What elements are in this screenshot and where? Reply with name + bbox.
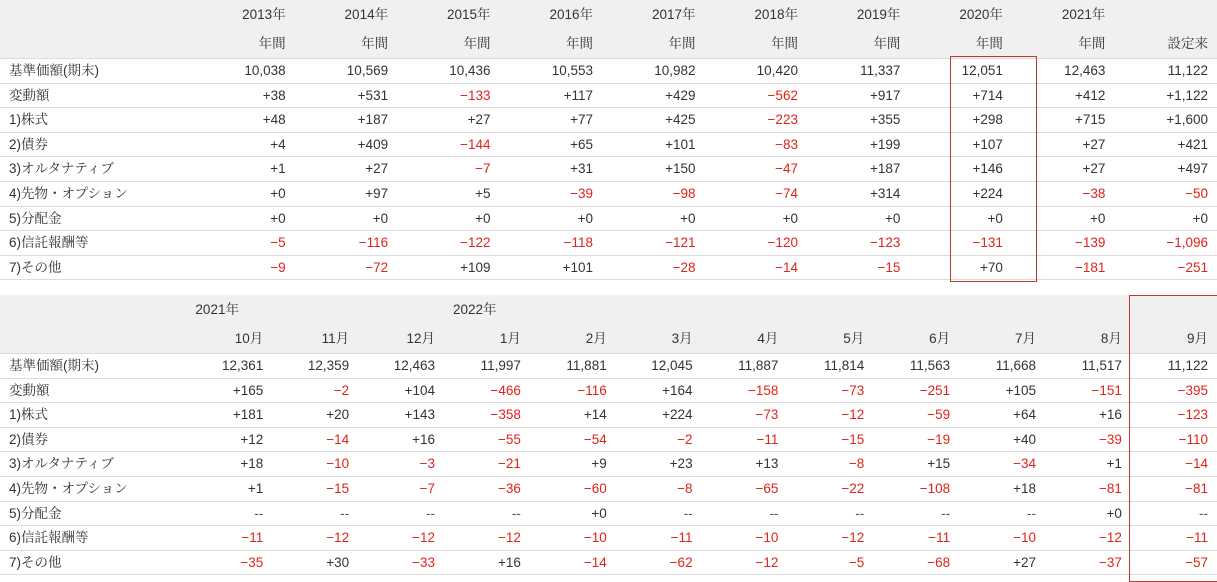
row-label: 2)債券 [0, 427, 186, 452]
cell-r6-c8: -- [941, 505, 951, 521]
cell-r0-c1: 10,569 [346, 63, 389, 78]
table-row [0, 378, 1217, 403]
cell-r7-c7: −131 [972, 235, 1003, 251]
annual-table-head [0, 0, 1217, 59]
row-label: 1)株式 [0, 403, 186, 428]
table-row [0, 476, 1217, 501]
annual-col-year-2: 2015年 [397, 0, 499, 29]
cell-r3-c6: +199 [870, 136, 901, 152]
cell-r3-c5: −2 [677, 431, 693, 447]
cell-r8-c3: +16 [497, 554, 521, 570]
annual-col-period-9: 設定来 [1114, 29, 1217, 59]
cell-r7-c2: −12 [412, 530, 435, 546]
cell-r3-c1: −14 [326, 431, 350, 447]
annual-header-row-year [0, 0, 1217, 29]
cell-r0-c6: 11,337 [860, 63, 901, 78]
cell-r2-c3: −358 [490, 407, 521, 423]
cell-r3-c3: +65 [570, 136, 594, 152]
cell-r4-c2: −3 [419, 456, 435, 472]
cell-r0-c5: 10,420 [756, 63, 798, 78]
monthly-table-body [0, 354, 1217, 575]
cell-r6-c4: +0 [680, 210, 696, 226]
cell-r8-c11: −57 [1185, 554, 1208, 570]
cell-r7-c5: −11 [670, 530, 693, 546]
cell-r6-c2: -- [426, 505, 435, 521]
cell-r4-c5: −47 [775, 161, 798, 177]
cell-r1-c5: +164 [662, 382, 693, 398]
cell-r7-c11: −11 [1186, 530, 1208, 546]
row-label: 基準価額(期末) [0, 59, 192, 84]
cell-r1-c9: +105 [1005, 382, 1037, 398]
cell-r2-c0: +48 [262, 112, 286, 128]
cell-r0-c0: 10,038 [244, 63, 286, 78]
cell-r4-c4: +150 [665, 161, 696, 177]
cell-r6-c7: +0 [987, 210, 1003, 226]
cell-r0-c2: 12,463 [393, 358, 435, 373]
monthly-col-7: 5月 [787, 324, 873, 354]
cell-r1-c5: −562 [767, 87, 798, 103]
cell-r2-c5: +224 [662, 407, 693, 423]
cell-r0-c6: 11,887 [738, 358, 779, 373]
cell-r1-c3: +117 [563, 87, 594, 103]
annual-col-year-9 [1114, 0, 1217, 29]
cell-r4-c7: −8 [848, 456, 865, 472]
cell-r1-c7: +714 [972, 87, 1003, 103]
annual-col-period-0: 年間 [192, 29, 294, 59]
cell-r1-c2: +104 [404, 382, 435, 398]
cell-r5-c8: −38 [1082, 185, 1106, 201]
cell-r5-c1: −15 [326, 480, 350, 496]
cell-r5-c4: −98 [672, 185, 696, 201]
cell-r8-c0: −9 [270, 259, 286, 275]
row-label: 3)オルタナティブ [0, 157, 192, 182]
cell-r8-c2: +109 [460, 259, 491, 275]
cell-r8-c10: −37 [1098, 554, 1122, 570]
annual-col-period-5: 年間 [705, 29, 807, 59]
cell-r5-c9: −50 [1185, 185, 1208, 201]
row-label: 6)信託報酬等 [0, 526, 186, 551]
cell-r6-c2: +0 [475, 210, 491, 226]
cell-r1-c3: −466 [490, 382, 521, 398]
table-row [0, 132, 1217, 157]
annual-col-period-7: 年間 [909, 29, 1011, 59]
cell-r7-c2: −122 [460, 235, 491, 251]
cell-r6-c6: +0 [885, 210, 901, 226]
cell-r5-c0: +0 [270, 185, 286, 201]
cell-r5-c10: −81 [1098, 480, 1122, 496]
monthly-corner-cell [0, 295, 186, 354]
cell-r6-c11: -- [1199, 505, 1208, 521]
cell-r2-c1: +187 [357, 112, 389, 128]
row-label: 5)分配金 [0, 206, 192, 231]
cell-r3-c1: +409 [357, 136, 389, 152]
monthly-col-1: 11月 [272, 324, 358, 354]
annual-performance-table [0, 0, 1217, 280]
cell-r7-c0: −11 [241, 530, 264, 546]
cell-r7-c7: −12 [841, 530, 865, 546]
cell-r1-c6: +917 [870, 87, 901, 103]
table-row [0, 157, 1217, 182]
cell-r2-c9: +64 [1013, 407, 1037, 423]
cell-r2-c7: −12 [841, 407, 865, 423]
monthly-col-8: 6月 [873, 324, 959, 354]
cell-r6-c1: +0 [372, 210, 389, 226]
cell-r4-c9: −34 [1013, 456, 1037, 472]
cell-r7-c6: −10 [755, 530, 779, 546]
cell-r0-c7: 11,814 [824, 358, 865, 373]
cell-r1-c6: −158 [748, 382, 779, 398]
cell-r6-c4: +0 [591, 505, 607, 521]
cell-r6-c5: +0 [782, 210, 798, 226]
cell-r4-c0: +18 [240, 456, 264, 472]
row-label: 7)その他 [0, 255, 192, 280]
cell-r0-c8: 12,463 [1064, 63, 1106, 78]
cell-r4-c7: +146 [972, 161, 1003, 177]
cell-r4-c5: +23 [669, 456, 693, 472]
cell-r5-c7: +224 [972, 185, 1003, 201]
cell-r4-c8: +15 [927, 456, 951, 472]
cell-r6-c0: -- [254, 505, 264, 521]
cell-r6-c10: +0 [1106, 505, 1122, 521]
cell-r5-c9: +18 [1013, 480, 1037, 496]
cell-r8-c5: −62 [669, 554, 693, 570]
cell-r2-c7: +298 [972, 112, 1003, 128]
monthly-col-6: 4月 [702, 324, 788, 354]
cell-r3-c4: +101 [665, 136, 696, 152]
cell-r4-c3: −21 [497, 456, 521, 472]
row-label: 基準価額(期末) [0, 354, 186, 379]
annual-col-period-6: 年間 [807, 29, 909, 59]
cell-r1-c8: −251 [919, 382, 951, 398]
cell-r2-c6: +355 [870, 112, 901, 128]
table-row [0, 403, 1217, 428]
cell-r1-c4: −116 [577, 382, 607, 398]
cell-r8-c0: −35 [240, 554, 264, 570]
cell-r8-c3: +101 [562, 259, 594, 275]
cell-r8-c4: −14 [583, 554, 607, 570]
row-label: 1)株式 [0, 108, 192, 133]
cell-r8-c5: −14 [775, 259, 798, 275]
annual-col-year-7: 2020年 [909, 0, 1011, 29]
table-row [0, 427, 1217, 452]
cell-r2-c5: −223 [767, 112, 798, 128]
monthly-year-group-0: 2021年 [186, 295, 444, 324]
cell-r2-c10: +16 [1098, 407, 1122, 423]
cell-r3-c5: −83 [775, 136, 798, 152]
cell-r4-c0: +1 [270, 161, 286, 177]
table-row [0, 181, 1217, 206]
cell-r3-c2: −144 [460, 136, 491, 152]
cell-r2-c9: +1,600 [1166, 112, 1208, 128]
cell-r4-c10: +1 [1106, 456, 1122, 472]
monthly-col-2: 12月 [358, 324, 444, 354]
cell-r1-c11: −395 [1177, 382, 1208, 398]
monthly-col-0: 10月 [186, 324, 272, 354]
cell-r5-c6: +314 [870, 185, 901, 201]
annual-col-year-3: 2016年 [500, 0, 602, 29]
annual-col-year-0: 2013年 [192, 0, 294, 29]
cell-r8-c1: −72 [365, 259, 389, 275]
cell-r0-c1: 12,359 [307, 358, 350, 373]
cell-r2-c3: +77 [570, 112, 594, 128]
cell-r0-c4: 10,982 [654, 63, 696, 78]
cell-r6-c6: -- [769, 505, 779, 521]
cell-r1-c9: +1,122 [1166, 87, 1208, 103]
cell-r3-c10: −39 [1098, 431, 1122, 447]
cell-r7-c4: −10 [583, 530, 607, 546]
cell-r3-c0: +12 [240, 431, 264, 447]
annual-col-period-1: 年間 [295, 29, 397, 59]
table-row [0, 108, 1217, 133]
cell-r1-c0: +38 [262, 87, 286, 103]
cell-r5-c11: −81 [1185, 480, 1208, 496]
cell-r7-c5: −120 [767, 235, 798, 251]
cell-r4-c1: −10 [326, 456, 350, 472]
cell-r8-c2: −33 [412, 554, 435, 570]
annual-col-year-1: 2014年 [295, 0, 397, 29]
cell-r2-c4: +425 [665, 112, 696, 128]
row-label: 7)その他 [0, 550, 186, 575]
cell-r1-c8: +412 [1074, 87, 1106, 103]
table-row [0, 501, 1217, 526]
table-row [0, 59, 1217, 84]
annual-col-period-8: 年間 [1012, 29, 1114, 59]
cell-r6-c3: -- [511, 505, 521, 521]
cell-r7-c9: −10 [1013, 530, 1037, 546]
cell-r2-c2: +27 [467, 112, 491, 128]
cell-r1-c10: −151 [1091, 382, 1122, 398]
cell-r7-c1: −116 [358, 235, 389, 251]
cell-r2-c4: +14 [583, 407, 607, 423]
annual-col-period-3: 年間 [500, 29, 602, 59]
cell-r0-c0: 12,361 [221, 358, 264, 373]
cell-r5-c1: +97 [365, 185, 389, 201]
row-label: 変動額 [0, 378, 186, 403]
cell-r5-c3: −36 [497, 480, 521, 496]
cell-r3-c11: −110 [1178, 431, 1208, 447]
cell-r4-c11: −14 [1185, 456, 1208, 472]
cell-r7-c10: −12 [1098, 530, 1122, 546]
monthly-col-4: 2月 [530, 324, 616, 354]
row-label: 4)先物・オプション [0, 181, 192, 206]
annual-col-year-6: 2019年 [807, 0, 909, 29]
table-row [0, 550, 1217, 575]
monthly-header-row-year [0, 295, 1217, 324]
cell-r6-c1: -- [340, 505, 350, 521]
cell-r8-c9: −251 [1177, 259, 1208, 275]
cell-r8-c1: +30 [326, 554, 350, 570]
cell-r5-c4: −60 [583, 480, 607, 496]
cell-r1-c2: −133 [460, 87, 491, 103]
cell-r3-c4: −54 [583, 431, 607, 447]
cell-r2-c11: −123 [1177, 407, 1208, 423]
cell-r3-c9: +40 [1013, 431, 1037, 447]
cell-r5-c8: −108 [919, 480, 951, 496]
cell-r7-c9: −1,096 [1166, 235, 1208, 251]
cell-r0-c4: 11,881 [566, 358, 607, 373]
cell-r2-c8: +715 [1074, 112, 1106, 128]
cell-r4-c1: +27 [365, 161, 389, 177]
cell-r7-c8: −139 [1074, 235, 1106, 251]
cell-r3-c7: +107 [972, 136, 1003, 152]
row-label: 3)オルタナティブ [0, 452, 186, 477]
cell-r0-c3: 10,553 [551, 63, 594, 78]
cell-r5-c3: −39 [570, 185, 594, 201]
cell-r2-c1: +20 [326, 407, 350, 423]
cell-r5-c5: −8 [677, 480, 693, 496]
monthly-table-head [0, 295, 1217, 354]
cell-r4-c8: +27 [1082, 161, 1106, 177]
annual-col-period-4: 年間 [602, 29, 704, 59]
cell-r8-c7: +70 [980, 259, 1003, 275]
annual-col-period-2: 年間 [397, 29, 499, 59]
cell-r7-c6: −123 [870, 235, 901, 251]
cell-r3-c2: +16 [412, 431, 435, 447]
cell-r7-c8: −11 [928, 530, 951, 546]
cell-r8-c6: −12 [755, 554, 779, 570]
row-label: 変動額 [0, 83, 192, 108]
cell-r4-c9: +497 [1177, 161, 1208, 177]
cell-r8-c4: −28 [672, 259, 696, 275]
cell-r5-c0: +1 [247, 480, 264, 496]
cell-r1-c1: +531 [357, 87, 389, 103]
cell-r3-c8: +27 [1082, 136, 1106, 152]
cell-r6-c9: -- [1027, 505, 1037, 521]
cell-r5-c5: −74 [775, 185, 798, 201]
monthly-col-5: 3月 [616, 324, 702, 354]
cell-r6-c8: +0 [1089, 210, 1106, 226]
cell-r0-c5: 12,045 [651, 358, 693, 373]
cell-r8-c8: −68 [927, 554, 951, 570]
cell-r6-c0: +0 [270, 210, 286, 226]
cell-r0-c9: 11,122 [1167, 63, 1208, 78]
cell-r1-c1: −2 [333, 382, 350, 398]
cell-r0-c10: 11,517 [1081, 358, 1122, 373]
monthly-col-9: 7月 [959, 324, 1045, 354]
cell-r6-c7: -- [855, 505, 865, 521]
row-label: 5)分配金 [0, 501, 186, 526]
cell-r0-c9: 11,668 [995, 358, 1037, 373]
annual-col-year-4: 2017年 [602, 0, 704, 29]
cell-r2-c6: −73 [755, 407, 779, 423]
cell-r3-c6: −11 [756, 431, 779, 447]
cell-r6-c3: +0 [577, 210, 594, 226]
cell-r4-c6: +187 [870, 161, 901, 177]
cell-r1-c7: −73 [841, 382, 865, 398]
cell-r3-c8: −19 [927, 431, 951, 447]
cell-r5-c2: −7 [419, 480, 435, 496]
monthly-col-10: 8月 [1045, 324, 1131, 354]
monthly-col-3: 1月 [444, 324, 530, 354]
cell-r5-c6: −65 [755, 480, 779, 496]
annual-corner-cell [0, 0, 192, 59]
cell-r4-c6: +13 [755, 456, 779, 472]
cell-r7-c0: −5 [270, 235, 286, 251]
cell-r8-c7: −5 [848, 554, 865, 570]
table-row [0, 206, 1217, 231]
cell-r0-c11: 11,122 [1167, 358, 1208, 373]
cell-r6-c9: +0 [1192, 210, 1208, 226]
cell-r0-c7: 12,051 [961, 63, 1003, 78]
cell-r3-c3: −55 [497, 431, 521, 447]
annual-table-body [0, 59, 1217, 280]
annual-col-year-8: 2021年 [1012, 0, 1114, 29]
annual-col-year-5: 2018年 [705, 0, 807, 29]
monthly-year-group-1: 2022年 [444, 295, 1217, 324]
cell-r4-c4: +9 [591, 456, 607, 472]
cell-r4-c3: +31 [570, 161, 594, 177]
cell-r7-c1: −12 [326, 530, 350, 546]
cell-r1-c4: +429 [665, 87, 696, 103]
cell-r8-c8: −181 [1074, 259, 1106, 275]
cell-r2-c2: +143 [404, 407, 435, 423]
cell-r7-c3: −12 [497, 530, 521, 546]
cell-r5-c2: +5 [475, 185, 491, 201]
table-row [0, 255, 1217, 280]
cell-r6-c5: -- [683, 505, 693, 521]
cell-r8-c6: −15 [877, 259, 901, 275]
row-label: 6)信託報酬等 [0, 231, 192, 256]
row-label: 4)先物・オプション [0, 476, 186, 501]
table-row [0, 83, 1217, 108]
cell-r2-c8: −59 [927, 407, 951, 423]
table-row [0, 354, 1217, 379]
cell-r1-c0: +165 [232, 382, 264, 398]
cell-r3-c0: +4 [270, 136, 286, 152]
cell-r0-c8: 11,563 [909, 358, 951, 373]
table-row [0, 231, 1217, 256]
cell-r4-c2: −7 [475, 161, 491, 177]
cell-r2-c0: +181 [232, 407, 264, 423]
table-row [0, 526, 1217, 551]
cell-r5-c7: −22 [841, 480, 865, 496]
cell-r7-c3: −118 [563, 235, 594, 251]
cell-r3-c9: +421 [1177, 136, 1208, 152]
cell-r0-c2: 10,436 [449, 63, 491, 78]
table-row [0, 452, 1217, 477]
cell-r8-c9: +27 [1013, 554, 1037, 570]
cell-r7-c4: −121 [665, 235, 696, 251]
monthly-performance-table [0, 295, 1217, 575]
cell-r3-c7: −15 [841, 431, 865, 447]
cell-r0-c3: 11,997 [480, 358, 521, 373]
monthly-col-11: 9月 [1131, 324, 1217, 354]
row-label: 2)債券 [0, 132, 192, 157]
